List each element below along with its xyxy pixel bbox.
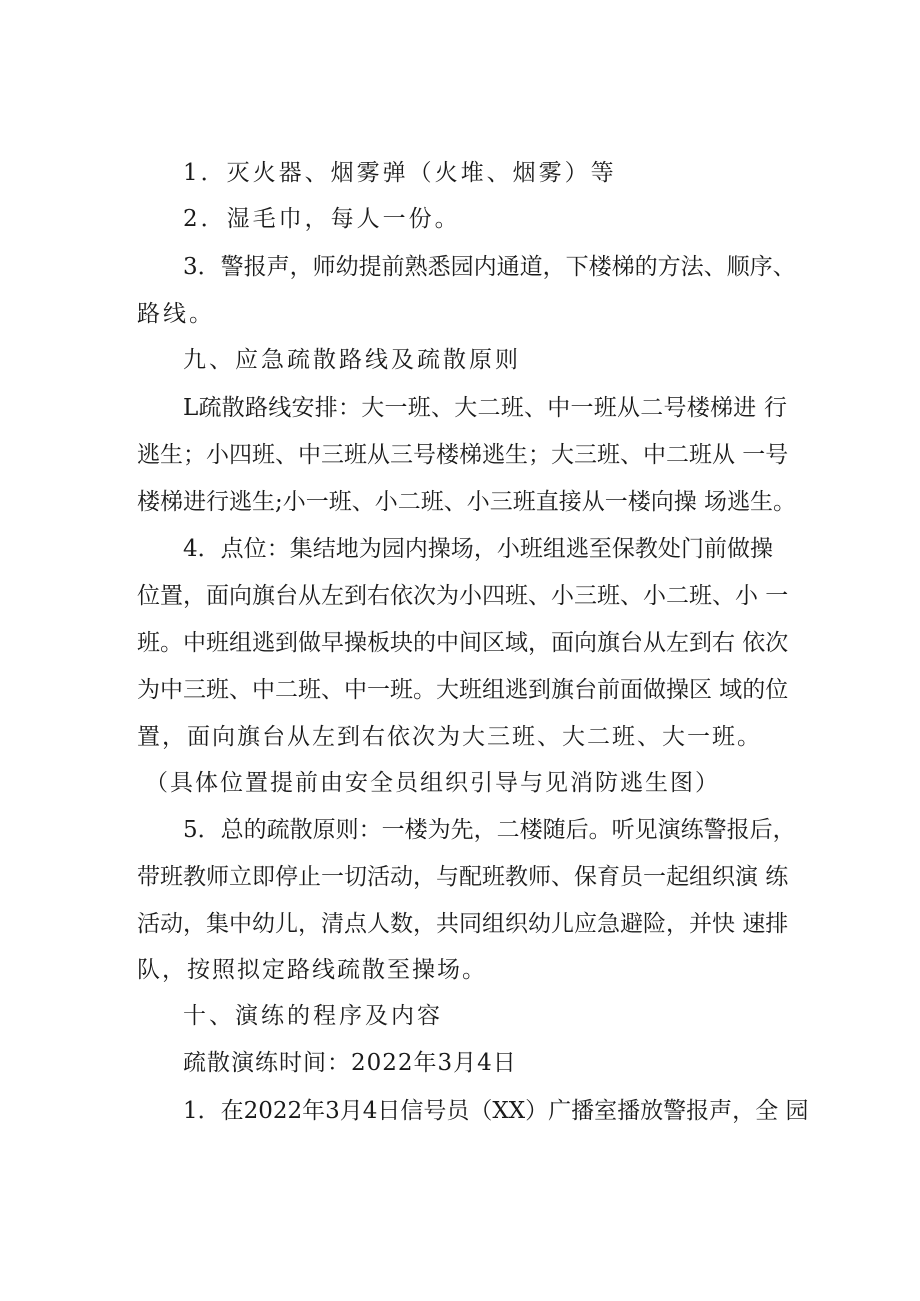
note-parenthetical: （具体位置提前由安全员组织引导与见消防逃生图） <box>145 770 720 796</box>
paragraph-principle-line1: 5．总的疏散原则：一楼为先，二楼随后。听见演练警报后， <box>183 817 796 843</box>
list-item-broadcast: 1．在2022年3月4日信号员（XX）广播室播放警报声，全 园 <box>183 1098 809 1124</box>
list-item-wet-towel: 2．湿毛巾，每人一份。 <box>183 206 461 232</box>
list-item-fire-equipment: 1．灭火器、烟雾弹（火堆、烟雾）等 <box>183 160 617 186</box>
paragraph-principle-line2: 带班教师立即停止一切活动，与配班教师、保育员一起组织演 练 <box>137 864 789 890</box>
paragraph-principle-line3: 活动，集中幼儿，清点人数，共同组织幼儿应急避险，并快 速排 <box>137 911 789 937</box>
paragraph-route-line3: 楼梯进行逃生;小一班、小二班、小三班直接从一楼向操 场逃生。 <box>137 489 797 515</box>
paragraph-position-line2: 位置，面向旗台从左到右依次为小四班、小三班、小二班、小 一 <box>137 583 789 609</box>
list-item-alarm-line2: 路线。 <box>137 301 215 327</box>
drill-time: 疏散演练时间：2022年3月4日 <box>183 1050 517 1076</box>
section-heading-ten: 十、演练的程序及内容 <box>183 1003 443 1029</box>
list-item-alarm-line1: 3．警报声，师幼提前熟悉园内通道，下楼梯的方法、顺序、 <box>183 254 796 280</box>
paragraph-position-line1: 4．点位：集结地为园内操场，小班组逃至保教处门前做操 <box>183 536 773 562</box>
paragraph-route-line2: 逃生；小四班、中三班从三号楼梯逃生；大三班、中二班从 一号 <box>137 442 789 468</box>
paragraph-principle-line4: 队，按照拟定路线疏散至操场。 <box>137 957 487 983</box>
paragraph-position-line5: 置，面向旗台从左到右依次为大三班、大二班、大一班。 <box>137 724 762 750</box>
paragraph-position-line4: 为中三班、中二班、中一班。大班组逃到旗台前面做操区 域的位 <box>137 677 789 703</box>
paragraph-route-line1: L疏散路线安排：大一班、大二班、中一班从二号楼梯进 行 <box>183 395 787 421</box>
paragraph-position-line3: 班。中班组逃到做早操板块的中间区域，面向旗台从左到右 依次 <box>137 630 789 656</box>
section-heading-nine: 九、应急疏散路线及疏散原则 <box>183 347 521 373</box>
